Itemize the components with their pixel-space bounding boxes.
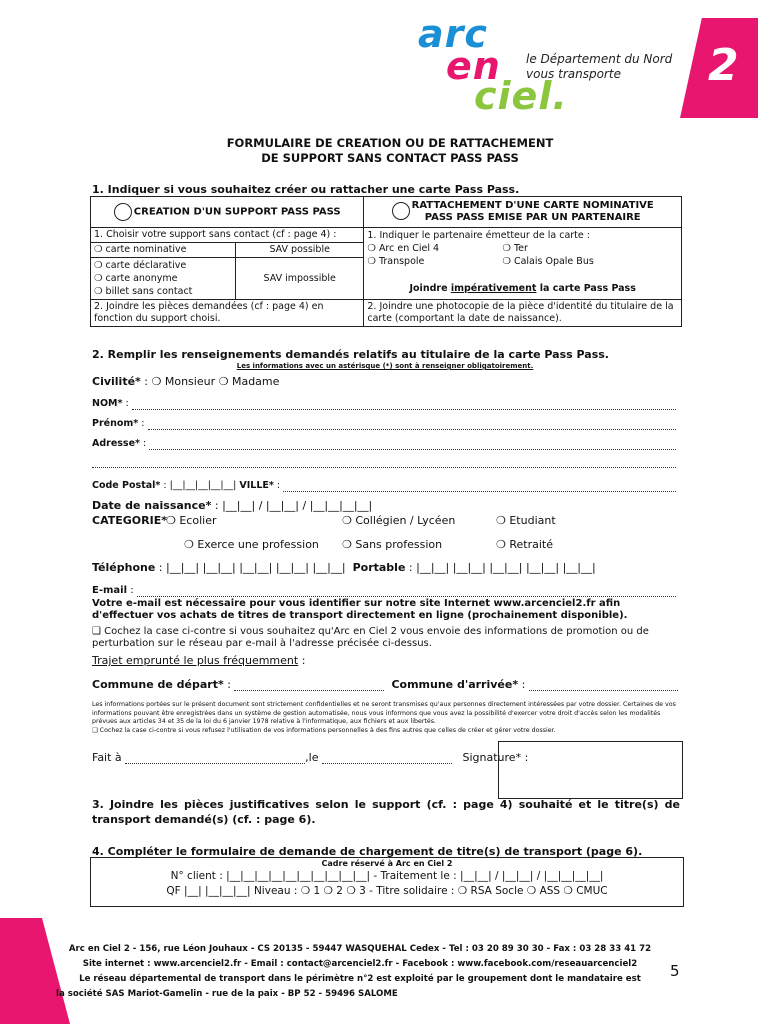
- civilite-label: Civilité*: [92, 375, 141, 388]
- creation-title: CREATION D'UN SUPPORT PASS PASS: [133, 206, 341, 218]
- nom-field[interactable]: [132, 398, 676, 410]
- client-row: N° client : |__|__|__|__|__|__|__|__|__|__| - Traitement le : |__|__| / |__|__| / |__|__|__|__|: [170, 870, 604, 882]
- telephone-field[interactable]: |__|__| |__|__| |__|__| |__|__| |__|__|: [166, 561, 346, 574]
- option-ass[interactable]: ❍ ASS: [526, 885, 561, 897]
- adresse-field[interactable]: [149, 438, 676, 450]
- logo-word-en: en: [446, 44, 501, 88]
- prenom-field[interactable]: [148, 418, 677, 430]
- email-field[interactable]: [137, 585, 676, 597]
- choose-support: 1. Choisir votre support sans contact (cf : page 4) :: [91, 228, 364, 243]
- naissance-row: Date de naissance* : |__|__| / |__|__| / |__|__|__|__|: [92, 499, 373, 512]
- tagline-line2: vous transporte: [526, 67, 621, 81]
- date-field[interactable]: [322, 763, 452, 764]
- commune-row: Commune de départ* : Commune d'arrivée* :: [92, 678, 678, 691]
- badge-number: 2: [708, 40, 740, 91]
- legal-consent: ❑ Cochez la case ci-contre si vous refusez l'utilisation de vos informations personnelles à des fins autres que celles de créer et gérer votre dossier.: [92, 727, 556, 734]
- option-rsa[interactable]: ❍ RSA Socle: [457, 885, 524, 897]
- email-row: E-mail :: [92, 585, 676, 597]
- rattachement-radio-icon[interactable]: [392, 202, 410, 220]
- code-postal-field[interactable]: |__|__|__|__|__|: [169, 480, 237, 491]
- form-title: [90, 136, 690, 166]
- logo: [418, 12, 758, 118]
- qf-field[interactable]: |__| |__|__|__|: [184, 885, 251, 897]
- code-postal-row: Code Postal* : |__|__|__|__|__| VILLE* :: [92, 480, 676, 492]
- legal-checkbox[interactable]: ❑: [92, 727, 98, 734]
- adresse-field-2[interactable]: [92, 466, 676, 468]
- option-ter[interactable]: ❍ Ter: [502, 243, 528, 254]
- section2-heading: 2. Remplir les renseignements demandés relatifs au titulaire de la carte Pass Pass.: [92, 348, 609, 361]
- trajet-label: Trajet emprunté le plus fréquemment :: [92, 654, 306, 667]
- fait-a-field[interactable]: [125, 763, 305, 764]
- email-note: Votre e-mail est nécessaire pour vous identifier sur notre site Internet www.arcenciel2.fr afin d'effectuer vos achats de titres de transport directement en ligne (prochainement disponible).: [92, 598, 628, 621]
- section2-note: Les informations avec un astérisque (*) sont à renseigner obligatoirement.: [236, 362, 534, 370]
- option-calais[interactable]: ❍ Calais Opale Bus: [502, 256, 594, 267]
- commune-arrivee-field[interactable]: [529, 678, 678, 691]
- cat-ecolier[interactable]: ❍ Ecolier: [166, 514, 217, 527]
- client-field[interactable]: |__|__|__|__|__|__|__|__|__|__|: [226, 870, 371, 882]
- sav-impossible: SAV impossible: [236, 258, 364, 300]
- rattachement-title-line2: PASS PASS EMISE PAR UN PARTENAIRE: [424, 212, 641, 223]
- creation-radio-icon[interactable]: [114, 203, 132, 221]
- section4-heading: 4. Compléter le formulaire de demande de chargement de titre(s) de transport (page 6).: [92, 845, 643, 858]
- footer-line4: la société SAS Mariot-Gamelin - rue de la paix - BP 52 - 59496 SALOME: [56, 989, 398, 999]
- cat-profession[interactable]: ❍ Exerce une profession: [184, 538, 319, 551]
- option-arc[interactable]: ❍ Arc en Ciel 4: [367, 243, 440, 254]
- cat-college[interactable]: ❍ Collégien / Lycéen: [342, 514, 456, 527]
- join-card: Joindre impérativement la carte Pass Pass: [409, 283, 636, 294]
- promo-checkbox[interactable]: ❑: [92, 626, 101, 637]
- fait-row: Fait à , le Signature* :: [92, 751, 529, 764]
- options-other: [91, 258, 236, 300]
- logo-word-arc: arc: [418, 12, 488, 56]
- adresse-row: Adresse* :: [92, 438, 676, 450]
- creation-header[interactable]: [91, 197, 364, 228]
- cat-retraite[interactable]: ❍ Retraité: [496, 538, 553, 551]
- partner-cell: [364, 228, 682, 300]
- sav-possible: SAV possible: [236, 243, 364, 258]
- tagline-line1: le Département du Nord: [526, 52, 673, 66]
- option-billet[interactable]: ❍ billet sans contact: [94, 286, 193, 297]
- traitement-field[interactable]: |__|__| / |__|__| / |__|__|__|__|: [460, 870, 604, 882]
- civilite-row: Civilité* : ❍ Monsieur ❍ Madame: [92, 375, 280, 388]
- photocopy-note: 2. Joindre une photocopie de la pièce d'identité du titulaire de la carte (comportant la date de naissance).: [364, 300, 682, 327]
- niveau-1[interactable]: ❍ 1: [300, 885, 321, 897]
- niveau-2[interactable]: ❍ 2: [323, 885, 343, 897]
- telephone-row: Téléphone : |__|__| |__|__| |__|__| |__|__| |__|__| Portable : |__|__| |__|__| |__|__| |__|__| |__|__|: [92, 561, 596, 574]
- option-anonyme[interactable]: ❍ carte anonyme: [94, 273, 178, 284]
- footer-line3: Le réseau départemental de transport dans le périmètre n°2 est exploité par le groupement dont le mandataire est: [79, 974, 641, 984]
- join-documents: 2. Joindre les pièces demandées (cf : page 4) en fonction du support choisi.: [91, 300, 364, 327]
- prenom-row: Prénom* :: [92, 418, 676, 430]
- footer-line2: Site internet : www.arcenciel2.fr - Email : contact@arcenciel2.fr - Facebook : www.facebook.com/reseauarcenciel2: [82, 959, 638, 969]
- logo-word-ciel: ciel.: [474, 74, 568, 118]
- ville-field[interactable]: [283, 480, 676, 492]
- section1-table: [90, 196, 682, 327]
- reserved-box: [90, 857, 684, 907]
- rattachement-title-line1: RATTACHEMENT D'UNE CARTE NOMINATIVE: [411, 200, 654, 211]
- page-number: 5: [670, 962, 680, 980]
- qf-row: QF |__| |__|__|__| Niveau : ❍ 1 ❍ 2 ❍ 3 - Titre solidaire : ❍ RSA Socle ❍ ASS ❍ CMUC: [166, 885, 608, 897]
- cat-sans[interactable]: ❍ Sans profession: [342, 538, 443, 551]
- footer-line1: Arc en Ciel 2 - 156, rue Léon Jouhaux - CS 20135 - 59447 WASQUEHAL Cedex - Tel : 03 20 89 30 30 - Fax : 03 28 33 41 72: [68, 944, 652, 954]
- madame-option[interactable]: ❍ Madame: [218, 375, 280, 388]
- monsieur-option[interactable]: ❍ Monsieur: [151, 375, 216, 388]
- partner-indicate: 1. Indiquer le partenaire émetteur de la carte :: [367, 230, 590, 241]
- cat-etudiant[interactable]: ❍ Etudiant: [496, 514, 556, 527]
- promo-row: ❑ Cochez la case ci-contre si vous souhaitez qu'Arc en Ciel 2 vous envoie des informations de promotion ou de perturbation sur le réseau par e-mail à l'adresse précisée ci-dessus.: [92, 626, 649, 649]
- legal-text: Les informations portées sur le présent document sont strictement confidentielles et ne seront transmises qu'aux personnes directement intéressées par votre dossier. Certaines de vos informations pouvant être enregistrées dans un système de gestion automatisée, nous vous informons que vous avez la possibilité d'exercer votre droit d'accès selon les modalités prévues aux articles 34 et 35 de la loi du 6 janvier 1978 relative à l'informatique, aux fichiers et aux libertés.: [92, 701, 676, 725]
- niveau-3[interactable]: ❍ 3: [346, 885, 366, 897]
- footer-text: [50, 942, 670, 1002]
- categorie-row: CATEGORIE* ❍ Ecolier ❍ Collégien / Lycéen ❍ Etudiant ❍ Exerce une profession ❍ Sans profession ❍ Retraité: [92, 514, 556, 551]
- form-title-line1: FORMULAIRE DE CREATION OU DE RATTACHEMENT: [226, 136, 554, 150]
- commune-depart-field[interactable]: [234, 678, 384, 691]
- section1-heading: 1. Indiquer si vous souhaitez créer ou rattacher une carte Pass Pass.: [92, 183, 520, 196]
- form-title-line2: DE SUPPORT SANS CONTACT PASS PASS: [261, 151, 519, 165]
- rattachement-header[interactable]: [364, 197, 682, 228]
- portable-field[interactable]: |__|__| |__|__| |__|__| |__|__| |__|__|: [416, 561, 596, 574]
- option-nominative[interactable]: ❍ carte nominative: [91, 243, 236, 258]
- nom-row: NOM* :: [92, 398, 676, 410]
- option-cmuc[interactable]: ❍ CMUC: [563, 885, 608, 897]
- signature-box[interactable]: [498, 741, 683, 799]
- section3-heading: 3. Joindre les pièces justificatives selon le support (cf. : page 4) souhaité et le titre(s) de transport demandé(s) (cf. : page 6).: [92, 798, 680, 826]
- option-declarative[interactable]: ❍ carte déclarative: [94, 260, 187, 271]
- naissance-field[interactable]: |__|__| / |__|__| / |__|__|__|__|: [222, 499, 373, 512]
- reserved-title: Cadre réservé à Arc en Ciel 2: [321, 859, 453, 868]
- option-transpole[interactable]: ❍ Transpole: [367, 256, 425, 267]
